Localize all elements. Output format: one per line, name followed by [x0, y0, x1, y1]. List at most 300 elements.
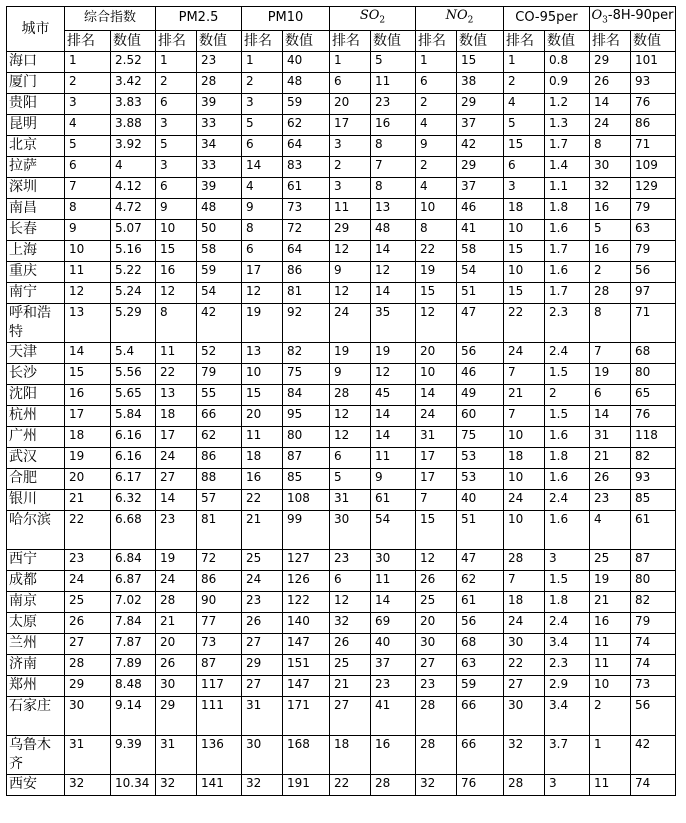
no2-rank-cell: 31: [416, 426, 457, 447]
o3-value-cell: 68: [631, 342, 676, 363]
so2-rank-header: 排名: [330, 30, 371, 51]
pm25-value-cell: 57: [197, 489, 242, 510]
composite-index-value-cell: 5.65: [111, 384, 156, 405]
table-body: [7, 51, 676, 795]
city-cell: 天津: [7, 342, 65, 363]
pm25-value-cell: 79: [197, 363, 242, 384]
no2-rank-cell: 17: [416, 468, 457, 489]
pm10-rank-cell: 25: [242, 549, 283, 570]
so2-rank-cell: 30: [330, 510, 371, 549]
subheader-row: [7, 30, 676, 51]
no2-rank-cell: 17: [416, 447, 457, 468]
o3-value-cell: 109: [631, 156, 676, 177]
o3-value-cell: 97: [631, 282, 676, 303]
composite-index-rank-cell: 11: [65, 261, 111, 282]
o3-value-cell: 65: [631, 384, 676, 405]
city-cell: 成都: [7, 570, 65, 591]
pm10-value-cell: 64: [283, 135, 330, 156]
so2-rank-cell: 25: [330, 654, 371, 675]
so2-rank-cell: 28: [330, 384, 371, 405]
o3-formula: $O_3$: [591, 8, 608, 26]
pm25-value-cell: 52: [197, 342, 242, 363]
composite-index-value-cell: 7.89: [111, 654, 156, 675]
city-cell: 合肥: [7, 468, 65, 489]
pm10-rank-cell: 30: [242, 735, 283, 774]
composite-index-value-cell: 5.4: [111, 342, 156, 363]
so2-rank-cell: 6: [330, 447, 371, 468]
composite-index-value-cell: 3.88: [111, 114, 156, 135]
city-cell: 郑州: [7, 675, 65, 696]
so2-rank-cell: 23: [330, 549, 371, 570]
composite-index-rank-cell: 27: [65, 633, 111, 654]
so2-value-cell: 12: [371, 261, 416, 282]
o3-rank-cell: 14: [590, 405, 631, 426]
composite-index-rank-cell: 24: [65, 570, 111, 591]
pm25-rank-cell: 20: [156, 633, 197, 654]
pm25-rank-cell: 6: [156, 177, 197, 198]
pm10-rank-cell: 11: [242, 426, 283, 447]
air-quality-table-container: [6, 6, 676, 796]
o3-rank-cell: 16: [590, 612, 631, 633]
pm10-rank-cell: 27: [242, 633, 283, 654]
so2-rank-cell: 12: [330, 426, 371, 447]
o3-value-cell: 79: [631, 198, 676, 219]
pm25-value-cell: 136: [197, 735, 242, 774]
pm10-value-cell: 85: [283, 468, 330, 489]
city-cell: 南昌: [7, 198, 65, 219]
city-cell: 银川: [7, 489, 65, 510]
composite-index-rank-cell: 16: [65, 384, 111, 405]
composite-index-rank-cell: 10: [65, 240, 111, 261]
table-row: [7, 261, 676, 282]
city-cell: 长沙: [7, 363, 65, 384]
pm25-value-cell: 90: [197, 591, 242, 612]
pm25-rank-cell: 9: [156, 198, 197, 219]
city-cell: 南宁: [7, 282, 65, 303]
city-cell: 广州: [7, 426, 65, 447]
o3-value-cell: 74: [631, 774, 676, 795]
co-value-cell: 3: [545, 774, 590, 795]
table-row: [7, 303, 676, 342]
so2-value-cell: 61: [371, 489, 416, 510]
co-rank-cell: 24: [504, 342, 545, 363]
so2-rank-cell: 21: [330, 675, 371, 696]
so2-rank-cell: 32: [330, 612, 371, 633]
pm25-rank-cell: 8: [156, 303, 197, 342]
no2-value-cell: 53: [457, 468, 504, 489]
so2-value-cell: 11: [371, 447, 416, 468]
composite-index-value-cell: 6.32: [111, 489, 156, 510]
so2-value-header: 数值: [371, 30, 416, 51]
table-row: [7, 93, 676, 114]
so2-value-cell: 19: [371, 342, 416, 363]
table-row: [7, 114, 676, 135]
no2-rank-cell: 9: [416, 135, 457, 156]
pm10-value-cell: 171: [283, 696, 330, 735]
composite-index-rank-cell: 13: [65, 303, 111, 342]
composite-index-value-cell: 3.92: [111, 135, 156, 156]
composite-index-value-cell: 4.72: [111, 198, 156, 219]
no2-value-cell: 66: [457, 696, 504, 735]
so2-value-cell: 23: [371, 675, 416, 696]
co-rank-cell: 18: [504, 198, 545, 219]
no2-rank-cell: 7: [416, 489, 457, 510]
composite-index-value-cell: 6.16: [111, 447, 156, 468]
no2-value-cell: 29: [457, 156, 504, 177]
no2-value-cell: 56: [457, 612, 504, 633]
pm10-rank-cell: 24: [242, 570, 283, 591]
no2-rank-cell: 12: [416, 303, 457, 342]
city-cell: 厦门: [7, 72, 65, 93]
city-cell: 太原: [7, 612, 65, 633]
pm10-rank-cell: 5: [242, 114, 283, 135]
pm10-value-cell: 48: [283, 72, 330, 93]
co-rank-cell: 7: [504, 405, 545, 426]
o3-value-cell: 129: [631, 177, 676, 198]
city-cell: 深圳: [7, 177, 65, 198]
pm25-rank-cell: 19: [156, 549, 197, 570]
o3-rank-cell: 5: [590, 219, 631, 240]
composite-index-value-cell: 6.87: [111, 570, 156, 591]
city-cell: 乌鲁木齐: [7, 735, 65, 774]
composite-index-value-cell: 4: [111, 156, 156, 177]
composite-index-value-cell: 5.16: [111, 240, 156, 261]
o3-rank-cell: 6: [590, 384, 631, 405]
pm25-value-cell: 33: [197, 156, 242, 177]
o3-value-cell: 82: [631, 447, 676, 468]
pm25-value-cell: 54: [197, 282, 242, 303]
o3-rank-cell: 14: [590, 93, 631, 114]
pm25-rank-cell: 11: [156, 342, 197, 363]
table-row: [7, 384, 676, 405]
so2-value-cell: 14: [371, 591, 416, 612]
pm10-header: PM10: [242, 7, 330, 31]
composite-index-header: 综合指数: [65, 7, 156, 31]
composite-index-rank-cell: 1: [65, 51, 111, 72]
no2-value-cell: 40: [457, 489, 504, 510]
pm25-rank-cell: 29: [156, 696, 197, 735]
pm25-value-cell: 141: [197, 774, 242, 795]
co-rank-cell: 2: [504, 72, 545, 93]
city-cell: 拉萨: [7, 156, 65, 177]
table-row: [7, 654, 676, 675]
pm10-value-cell: 126: [283, 570, 330, 591]
table-row: [7, 774, 676, 795]
so2-value-cell: 54: [371, 510, 416, 549]
o3-rank-cell: 4: [590, 510, 631, 549]
o3-value-cell: 118: [631, 426, 676, 447]
no2-value-cell: 47: [457, 303, 504, 342]
no2-rank-cell: 4: [416, 177, 457, 198]
pm10-rank-cell: 14: [242, 156, 283, 177]
o3-value-cell: 73: [631, 675, 676, 696]
composite-index-value-cell: 7.87: [111, 633, 156, 654]
no2-header: [416, 7, 504, 31]
pm25-value-header: 数值: [197, 30, 242, 51]
composite-index-rank-cell: 25: [65, 591, 111, 612]
city-cell: 长春: [7, 219, 65, 240]
composite-index-rank-cell: 7: [65, 177, 111, 198]
pm10-value-cell: 122: [283, 591, 330, 612]
composite-index-value-cell: 7.84: [111, 612, 156, 633]
pm10-value-cell: 168: [283, 735, 330, 774]
o3-rank-cell: 19: [590, 570, 631, 591]
co-value-cell: 3.4: [545, 696, 590, 735]
pm25-rank-cell: 30: [156, 675, 197, 696]
table-row: [7, 468, 676, 489]
o3-rank-cell: 26: [590, 72, 631, 93]
pm25-rank-cell: 2: [156, 72, 197, 93]
co-rank-cell: 28: [504, 549, 545, 570]
o3-rank-cell: 2: [590, 261, 631, 282]
no2-value-cell: 60: [457, 405, 504, 426]
no2-rank-cell: 32: [416, 774, 457, 795]
no2-value-cell: 47: [457, 549, 504, 570]
composite-index-rank-header: 排名: [65, 30, 111, 51]
so2-value-cell: 11: [371, 570, 416, 591]
o3-rank-cell: 32: [590, 177, 631, 198]
pm10-value-cell: 82: [283, 342, 330, 363]
pm25-value-cell: 58: [197, 240, 242, 261]
so2-rank-cell: 29: [330, 219, 371, 240]
co-value-cell: 0.8: [545, 51, 590, 72]
so2-value-cell: 14: [371, 405, 416, 426]
co-header: CO-95per: [504, 7, 590, 31]
co-rank-cell: 27: [504, 675, 545, 696]
composite-index-value-cell: 2.52: [111, 51, 156, 72]
no2-rank-cell: 12: [416, 549, 457, 570]
co-rank-cell: 15: [504, 240, 545, 261]
pm10-rank-cell: 26: [242, 612, 283, 633]
city-cell: 兰州: [7, 633, 65, 654]
co-value-cell: 1.5: [545, 570, 590, 591]
composite-index-rank-cell: 30: [65, 696, 111, 735]
no2-value-cell: 61: [457, 591, 504, 612]
no2-value-cell: 51: [457, 510, 504, 549]
so2-rank-cell: 9: [330, 261, 371, 282]
pm25-rank-header: 排名: [156, 30, 197, 51]
so2-rank-cell: 12: [330, 591, 371, 612]
so2-value-cell: 45: [371, 384, 416, 405]
city-column-header: 城市: [7, 7, 65, 52]
composite-index-rank-cell: 29: [65, 675, 111, 696]
table-row: [7, 570, 676, 591]
so2-value-cell: 9: [371, 468, 416, 489]
pm10-rank-cell: 19: [242, 303, 283, 342]
o3-value-cell: 74: [631, 633, 676, 654]
pm25-value-cell: 117: [197, 675, 242, 696]
so2-rank-cell: 1: [330, 51, 371, 72]
so2-value-cell: 69: [371, 612, 416, 633]
pm10-rank-cell: 16: [242, 468, 283, 489]
co-value-cell: 2.3: [545, 303, 590, 342]
city-cell: 北京: [7, 135, 65, 156]
o3-header: $O_3-8H-90per$: [590, 7, 676, 31]
composite-index-value-cell: 3.83: [111, 93, 156, 114]
so2-rank-cell: 9: [330, 363, 371, 384]
so2-rank-cell: 2: [330, 156, 371, 177]
so2-value-cell: 14: [371, 426, 416, 447]
pm25-rank-cell: 5: [156, 135, 197, 156]
pm25-value-cell: 66: [197, 405, 242, 426]
no2-value-cell: 58: [457, 240, 504, 261]
o3-rank-cell: 25: [590, 549, 631, 570]
o3-value-cell: 42: [631, 735, 676, 774]
pm10-rank-cell: 6: [242, 240, 283, 261]
pm25-value-cell: 77: [197, 612, 242, 633]
no2-value-cell: 38: [457, 72, 504, 93]
pm10-rank-cell: 13: [242, 342, 283, 363]
pm25-value-cell: 23: [197, 51, 242, 72]
so2-rank-cell: 12: [330, 405, 371, 426]
no2-value-cell: 76: [457, 774, 504, 795]
pm10-rank-cell: 23: [242, 591, 283, 612]
so2-value-cell: 23: [371, 93, 416, 114]
o3-value-cell: 56: [631, 261, 676, 282]
co-rank-cell: 7: [504, 363, 545, 384]
pm25-rank-cell: 17: [156, 426, 197, 447]
pm10-rank-cell: 21: [242, 510, 283, 549]
pm25-value-cell: 72: [197, 549, 242, 570]
table-row: [7, 135, 676, 156]
o3-value-cell: 61: [631, 510, 676, 549]
pm25-value-cell: 86: [197, 570, 242, 591]
co-value-cell: 1.7: [545, 282, 590, 303]
no2-rank-cell: 4: [416, 114, 457, 135]
so2-header: [330, 7, 416, 31]
no2-value-cell: 37: [457, 114, 504, 135]
co-rank-cell: 15: [504, 135, 545, 156]
co-rank-cell: 22: [504, 654, 545, 675]
o3-rank-cell: 19: [590, 363, 631, 384]
table-row: [7, 510, 676, 549]
co-value-cell: 1.8: [545, 591, 590, 612]
no2-value-cell: 59: [457, 675, 504, 696]
table-row: [7, 219, 676, 240]
table-row: [7, 549, 676, 570]
pm25-value-cell: 39: [197, 93, 242, 114]
no2-value-cell: 68: [457, 633, 504, 654]
pm10-rank-cell: 15: [242, 384, 283, 405]
city-cell: 昆明: [7, 114, 65, 135]
table-row: [7, 489, 676, 510]
so2-value-cell: 35: [371, 303, 416, 342]
pm25-rank-cell: 12: [156, 282, 197, 303]
table-row: [7, 156, 676, 177]
composite-index-value-cell: 8.48: [111, 675, 156, 696]
pm10-value-cell: 64: [283, 240, 330, 261]
so2-rank-cell: 18: [330, 735, 371, 774]
pm10-value-cell: 75: [283, 363, 330, 384]
so2-rank-cell: 22: [330, 774, 371, 795]
table-row: [7, 591, 676, 612]
composite-index-rank-cell: 22: [65, 510, 111, 549]
o3-value-cell: 76: [631, 93, 676, 114]
pm10-rank-cell: 2: [242, 72, 283, 93]
pm25-rank-cell: 1: [156, 51, 197, 72]
o3-rank-cell: 11: [590, 774, 631, 795]
so2-rank-cell: 19: [330, 342, 371, 363]
no2-value-cell: 42: [457, 135, 504, 156]
co-rank-cell: 10: [504, 426, 545, 447]
composite-index-value-cell: 5.07: [111, 219, 156, 240]
city-cell: 西宁: [7, 549, 65, 570]
pm10-value-cell: 81: [283, 282, 330, 303]
co-value-cell: 1.6: [545, 426, 590, 447]
co-value-cell: 1.3: [545, 114, 590, 135]
composite-index-rank-cell: 18: [65, 426, 111, 447]
co-rank-cell: 5: [504, 114, 545, 135]
composite-index-value-cell: 6.16: [111, 426, 156, 447]
pm10-value-cell: 127: [283, 549, 330, 570]
so2-value-cell: 40: [371, 633, 416, 654]
pm10-rank-cell: 6: [242, 135, 283, 156]
composite-index-rank-cell: 19: [65, 447, 111, 468]
co-value-cell: 1.6: [545, 510, 590, 549]
no2-rank-cell: 28: [416, 696, 457, 735]
co-value-header: 数值: [545, 30, 590, 51]
so2-rank-cell: 3: [330, 177, 371, 198]
pm10-value-cell: 62: [283, 114, 330, 135]
o3-rank-cell: 1: [590, 735, 631, 774]
pm10-rank-cell: 12: [242, 282, 283, 303]
pm10-rank-cell: 10: [242, 363, 283, 384]
no2-rank-cell: 20: [416, 342, 457, 363]
composite-index-value-cell: 5.56: [111, 363, 156, 384]
pm25-value-cell: 111: [197, 696, 242, 735]
o3-rank-cell: 29: [590, 51, 631, 72]
co-value-cell: 1.6: [545, 261, 590, 282]
no2-rank-cell: 24: [416, 405, 457, 426]
o3-rank-cell: 11: [590, 633, 631, 654]
o3-rank-cell: 8: [590, 303, 631, 342]
pm25-rank-cell: 26: [156, 654, 197, 675]
co-rank-cell: 1: [504, 51, 545, 72]
no2-rank-cell: 15: [416, 282, 457, 303]
no2-rank-cell: 6: [416, 72, 457, 93]
co-value-cell: 1.5: [545, 405, 590, 426]
co-rank-cell: 22: [504, 303, 545, 342]
pm25-rank-cell: 32: [156, 774, 197, 795]
pm10-rank-cell: 20: [242, 405, 283, 426]
co-value-cell: 2.4: [545, 489, 590, 510]
no2-value-header: 数值: [457, 30, 504, 51]
pm25-value-cell: 50: [197, 219, 242, 240]
o3-rank-cell: 26: [590, 468, 631, 489]
composite-index-value-cell: 5.29: [111, 303, 156, 342]
no2-value-cell: 75: [457, 426, 504, 447]
composite-index-value-cell: 5.84: [111, 405, 156, 426]
table-row: [7, 363, 676, 384]
no2-rank-cell: 22: [416, 240, 457, 261]
composite-index-value-cell: 9.39: [111, 735, 156, 774]
pm25-value-cell: 88: [197, 468, 242, 489]
pm25-value-cell: 87: [197, 654, 242, 675]
so2-value-cell: 11: [371, 72, 416, 93]
pm10-rank-cell: 17: [242, 261, 283, 282]
composite-index-rank-cell: 26: [65, 612, 111, 633]
co-value-cell: 3: [545, 549, 590, 570]
table-row: [7, 342, 676, 363]
o3-rank-cell: 16: [590, 198, 631, 219]
o3-rank-cell: 31: [590, 426, 631, 447]
city-cell: 杭州: [7, 405, 65, 426]
co-rank-cell: 3: [504, 177, 545, 198]
no2-rank-cell: 1: [416, 51, 457, 72]
pm25-rank-cell: 23: [156, 510, 197, 549]
o3-rank-cell: 30: [590, 156, 631, 177]
co-value-cell: 1.6: [545, 219, 590, 240]
